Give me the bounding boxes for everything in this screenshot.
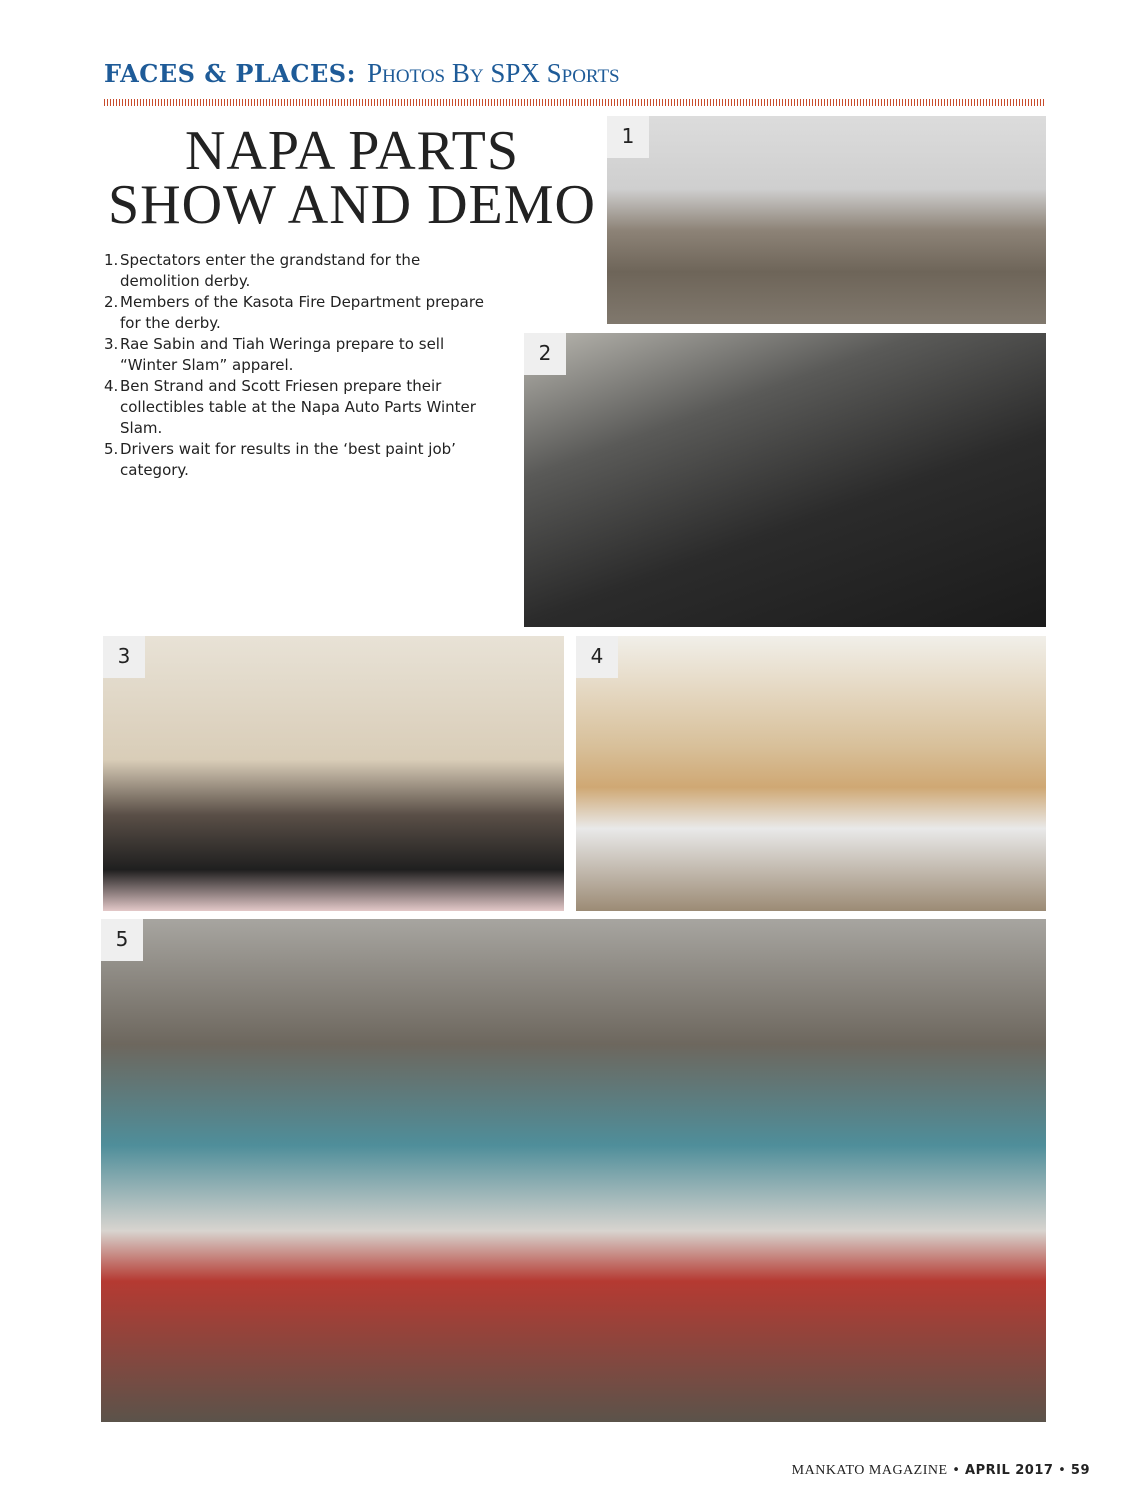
footer-separator: • [952,1463,961,1478]
page-footer [792,1463,1090,1479]
photo-number-badge: 1 [607,116,649,158]
caption-number: 4. [104,377,119,395]
caption-item [104,250,504,292]
article-title [104,120,600,236]
title-line-2: SHOW AND DEMO [108,174,596,236]
footer-separator: • [1058,1463,1067,1478]
caption-item [104,292,504,334]
photo-derby-cars [101,919,1046,1422]
issue-date: APRIL 2017 [965,1463,1054,1478]
caption-text: Members of the Kasota Fire Department prepare for the derby. [120,293,484,332]
caption-text: Spectators enter the grandstand for the demolition derby. [120,251,421,290]
caption-item [104,334,504,376]
photo-credit: Photos By SPX Sports [367,58,620,88]
caption-number: 2. [104,293,119,311]
photo-collectibles-table [576,636,1046,911]
caption-item [104,376,504,439]
section-name: FACES & PLACES: [104,59,356,88]
header-rule [104,99,1044,106]
photo-number-badge: 3 [103,636,145,678]
caption-text: Rae Sabin and Tiah Weringa prepare to sell “Winter Slam” apparel. [120,335,445,374]
caption-text: Ben Strand and Scott Friesen prepare their collectibles table at the Napa Auto Parts Winter Slam. [120,377,476,437]
publication-name: MANKATO MAGAZINE [791,1463,948,1478]
caption-number: 5. [104,440,119,458]
page-number: 59 [1070,1463,1090,1478]
caption-text: Drivers wait for results in the ‘best paint job’ category. [120,440,456,479]
photo-grandstand-entry [607,116,1046,324]
caption-list [104,250,504,481]
section-header [104,58,620,98]
photo-apparel-table [103,636,564,911]
photo-number-badge: 4 [576,636,618,678]
caption-item [104,439,504,481]
photo-number-badge: 2 [524,333,566,375]
caption-number: 3. [104,335,119,353]
photo-number-badge: 5 [101,919,143,961]
photo-fire-department [524,333,1046,627]
title-line-1: NAPA PARTS [184,120,520,182]
caption-number: 1. [104,251,119,269]
